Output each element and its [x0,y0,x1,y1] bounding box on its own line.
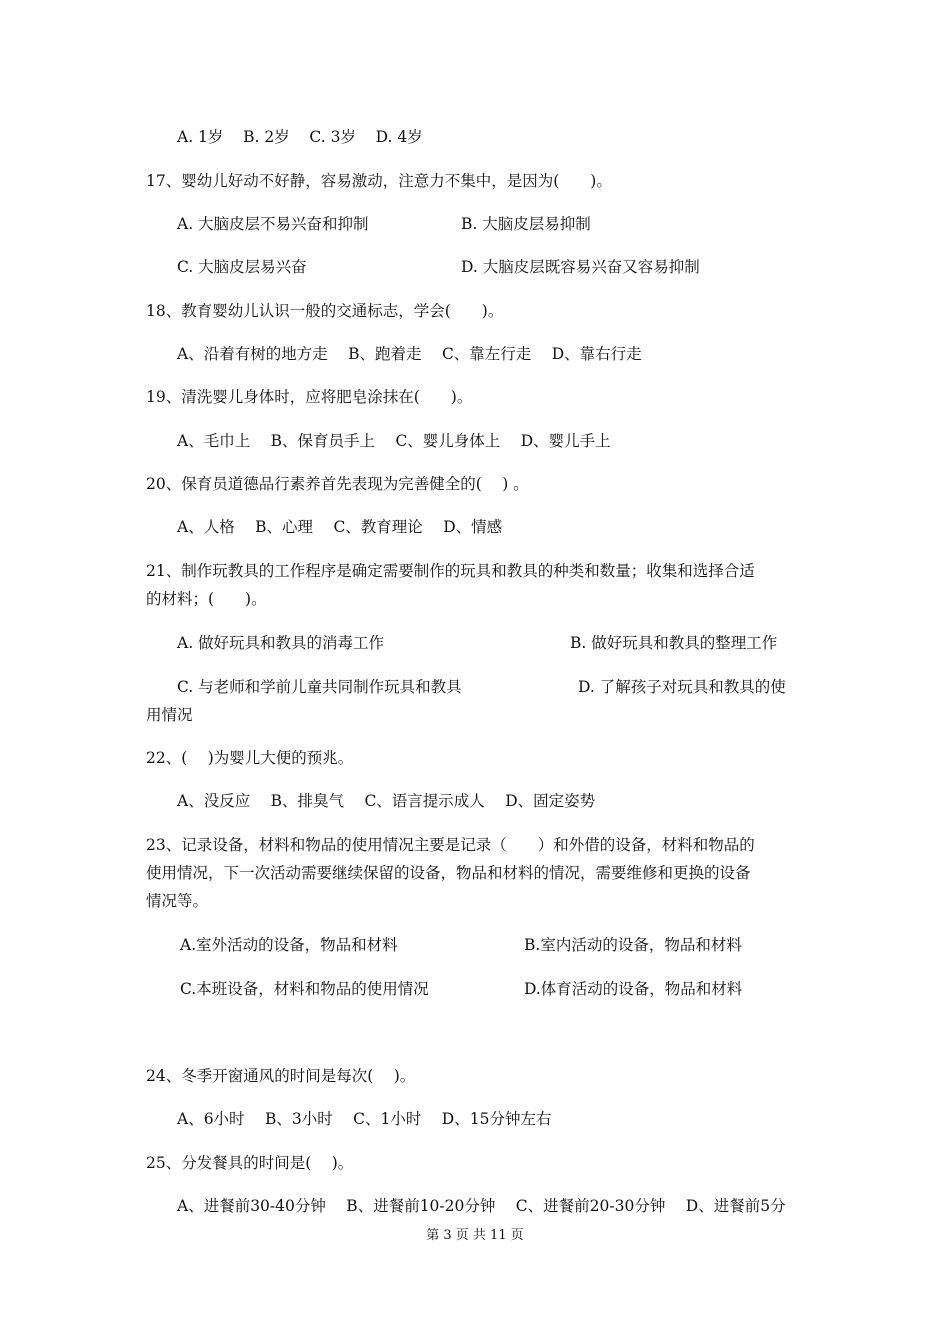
q21-option-d-line2: 用情况 [146,706,193,724]
q18-stem: 18、教育婴幼儿认识一般的交通标志，学会( )。 [146,302,504,320]
q23-stem-line2: 使用情况，下一次活动需要继续保留的设备，物品和材料的情况，需要维修和更换的设备 [146,864,751,882]
q17-stem: 17、婴幼儿好动不好静，容易激动，注意力不集中，是因为( )。 [146,172,612,190]
q21-option-c: C. 与老师和学前儿童共同制作玩具和教具 [177,678,462,696]
q23-option-c: C.本班设备，材料和物品的使用情况 [180,980,429,998]
q23-option-a: A.室外活动的设备，物品和材料 [180,936,398,954]
q22-options: A、没反应 B、排臭气 C、语言提示成人 D、固定姿势 [177,792,596,810]
q21-option-a: A. 做好玩具和教具的消毒工作 [177,634,385,652]
q22-stem: 22、( )为婴儿大便的预兆。 [146,749,354,767]
q19-stem: 19、清洗婴儿身体时，应将肥皂涂抹在( )。 [146,388,473,406]
q17-option-b: B. 大脑皮层易抑制 [461,215,591,233]
q24-stem: 24、冬季开窗通风的时间是每次( )。 [146,1067,416,1085]
q24-options: A、6小时 B、3小时 C、1小时 D、15分钟左右 [177,1110,552,1128]
q21-option-b: B. 做好玩具和教具的整理工作 [570,634,778,652]
q17-option-c: C. 大脑皮层易兴奋 [177,258,307,276]
q25-stem: 25、分发餐具的时间是( )。 [146,1154,354,1172]
q20-stem: 20、保育员道德品行素养首先表现为完善健全的( ) 。 [146,475,529,493]
q25-options: A、进餐前30-40分钟 B、进餐前10-20分钟 C、进餐前20-30分钟 D、进餐前5分 [177,1197,786,1215]
q23-stem-line3: 情况等。 [146,892,209,910]
q21-stem-line1: 21、制作玩教具的工作程序是确定需要制作的玩具和教具的种类和数量；收集和选择合适 [146,562,755,580]
q19-options: A、毛巾上 B、保育员手上 C、婴儿身体上 D、婴儿手上 [177,432,611,450]
q17-option-a: A. 大脑皮层不易兴奋和抑制 [177,215,369,233]
q21-stem-line2: 的材料；( )。 [146,590,267,608]
q23-option-b: B.室内活动的设备，物品和材料 [524,936,742,954]
page-footer: 第 3 页 共 11 页 [426,1228,524,1243]
q16-options: A. 1岁 B. 2岁 C. 3岁 D. 4岁 [177,128,423,146]
q17-option-d: D. 大脑皮层既容易兴奋又容易抑制 [461,258,700,276]
q18-options: A、沿着有树的地方走 B、跑着走 C、靠左行走 D、靠右行走 [177,345,642,363]
q20-options: A、人格 B、心理 C、教育理论 D、情感 [177,518,503,536]
q23-stem-line1: 23、记录设备，材料和物品的使用情况主要是记录（ ）和外借的设备，材料和物品的 [146,836,755,854]
q23-option-d: D.体育活动的设备，物品和材料 [524,980,743,998]
q21-option-d-line1: D. 了解孩子对玩具和教具的使 [578,678,786,696]
